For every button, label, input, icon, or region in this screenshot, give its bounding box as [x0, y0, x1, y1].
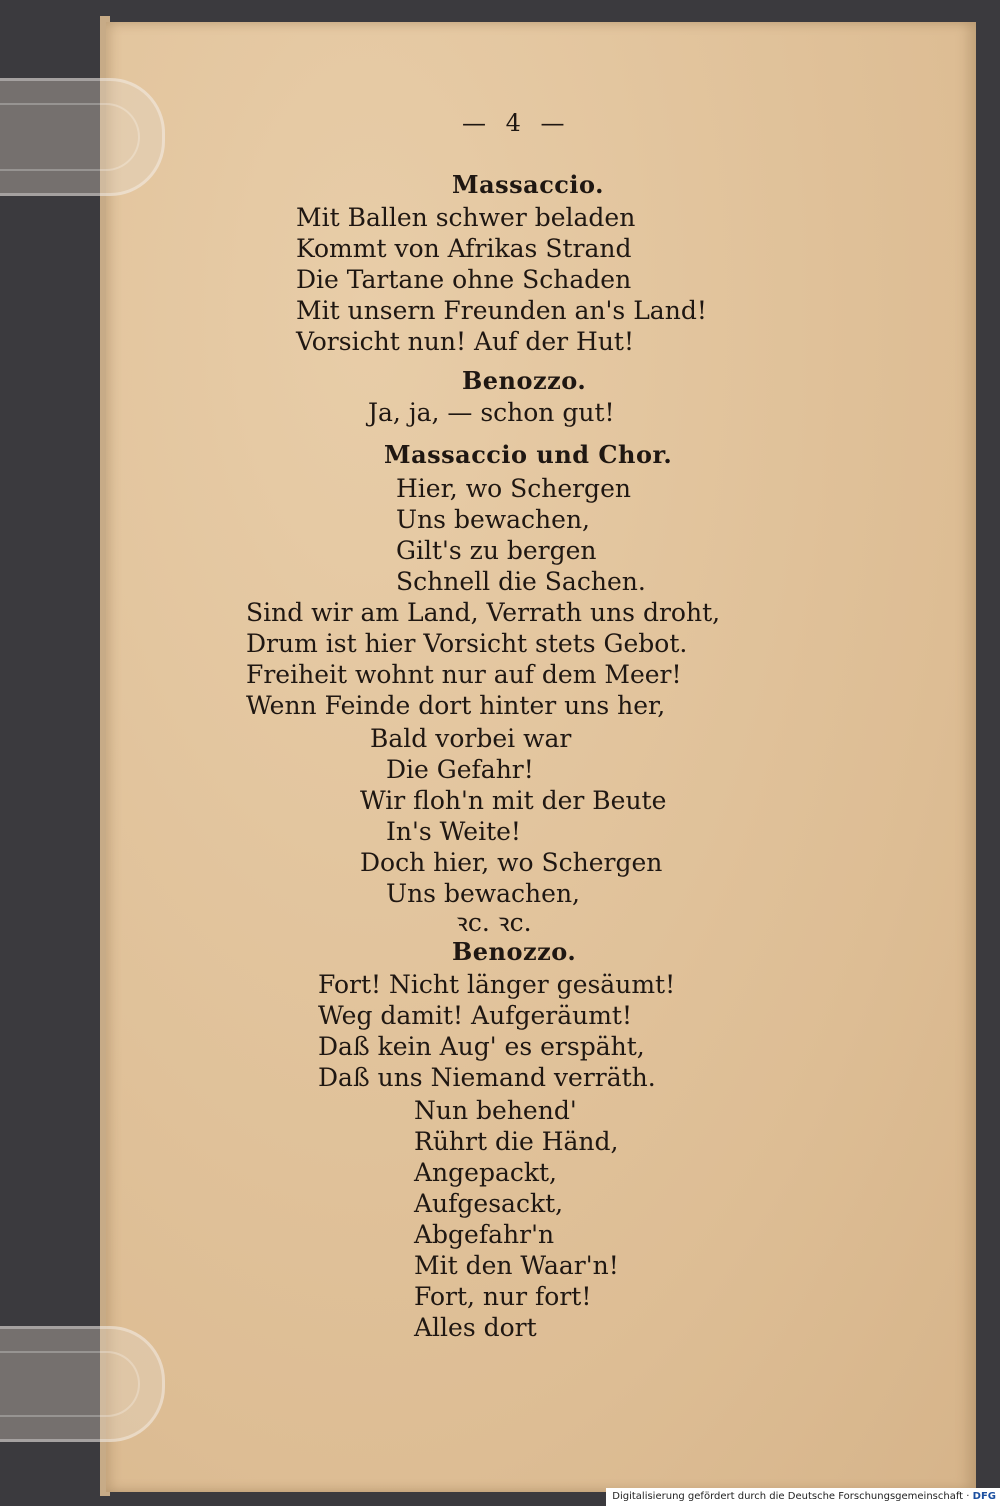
verse-line: Weg damit! Aufgeräumt! — [318, 1001, 633, 1030]
speaker-name: Benozzo. — [462, 366, 587, 395]
verse-line: Freiheit wohnt nur auf dem Meer! — [246, 660, 682, 689]
verse-line: ꝛc. ꝛc. — [456, 908, 532, 937]
verse-line: Wir floh'n mit der Beute — [360, 786, 667, 815]
verse-line: Aufgesackt, — [414, 1189, 564, 1218]
verse-line: Fort, nur fort! — [414, 1282, 592, 1311]
verse-line: Vorsicht nun! Auf der Hut! — [296, 327, 635, 356]
paper-clip-top — [0, 78, 165, 196]
verse-line: Gilt's zu bergen — [396, 536, 597, 565]
verse-line: Uns bewachen, — [386, 879, 580, 908]
verse-line: Die Tartane ohne Schaden — [296, 265, 632, 294]
verse-line: Mit Ballen schwer beladen — [296, 203, 636, 232]
verse-line: Uns bewachen, — [396, 505, 590, 534]
verse-line: Schnell die Sachen. — [396, 567, 646, 596]
speaker-name: Benozzo. — [452, 937, 577, 966]
digitization-footer — [606, 1488, 1000, 1506]
verse-line: Daß uns Niemand verräth. — [318, 1063, 656, 1092]
verse-line: Mit unsern Freunden an's Land! — [296, 296, 707, 325]
dfg-logo: DFG — [972, 1491, 996, 1502]
verse-line: Ja, ja, — schon gut! — [368, 398, 615, 427]
verse-line: Die Gefahr! — [386, 755, 534, 784]
verse-line: Alles dort — [414, 1313, 537, 1342]
verse-line: Rührt die Händ, — [414, 1127, 619, 1156]
verse-line: In's Weite! — [386, 817, 521, 846]
verse-line: Bald vorbei war — [370, 724, 572, 753]
verse-line: Abgefahr'n — [414, 1220, 555, 1249]
page-number: — 4 — — [462, 109, 571, 137]
speaker-name: Massaccio. — [452, 170, 604, 199]
verse-line: Mit den Waar'n! — [414, 1251, 619, 1280]
verse-line: Kommt von Afrikas Strand — [296, 234, 632, 263]
footer-text: Digitalisierung gefördert durch die Deutsche Forschungsgemeinschaft · — [612, 1491, 970, 1502]
verse-line: Angepackt, — [414, 1158, 558, 1187]
speaker-name: Massaccio und Chor. — [384, 440, 673, 469]
verse-line: Doch hier, wo Schergen — [360, 848, 663, 877]
verse-line: Nun behend' — [414, 1096, 577, 1125]
verse-line: Hier, wo Schergen — [396, 474, 631, 503]
verse-line: Fort! Nicht länger gesäumt! — [318, 970, 676, 999]
verse-line: Sind wir am Land, Verrath uns droht, — [246, 598, 721, 627]
verse-line: Drum ist hier Vorsicht stets Gebot. — [246, 629, 688, 658]
verse-line: Wenn Feinde dort hinter uns her, — [246, 691, 666, 720]
paper-clip-bottom — [0, 1326, 165, 1442]
verse-line: Daß kein Aug' es erspäht, — [318, 1032, 645, 1061]
